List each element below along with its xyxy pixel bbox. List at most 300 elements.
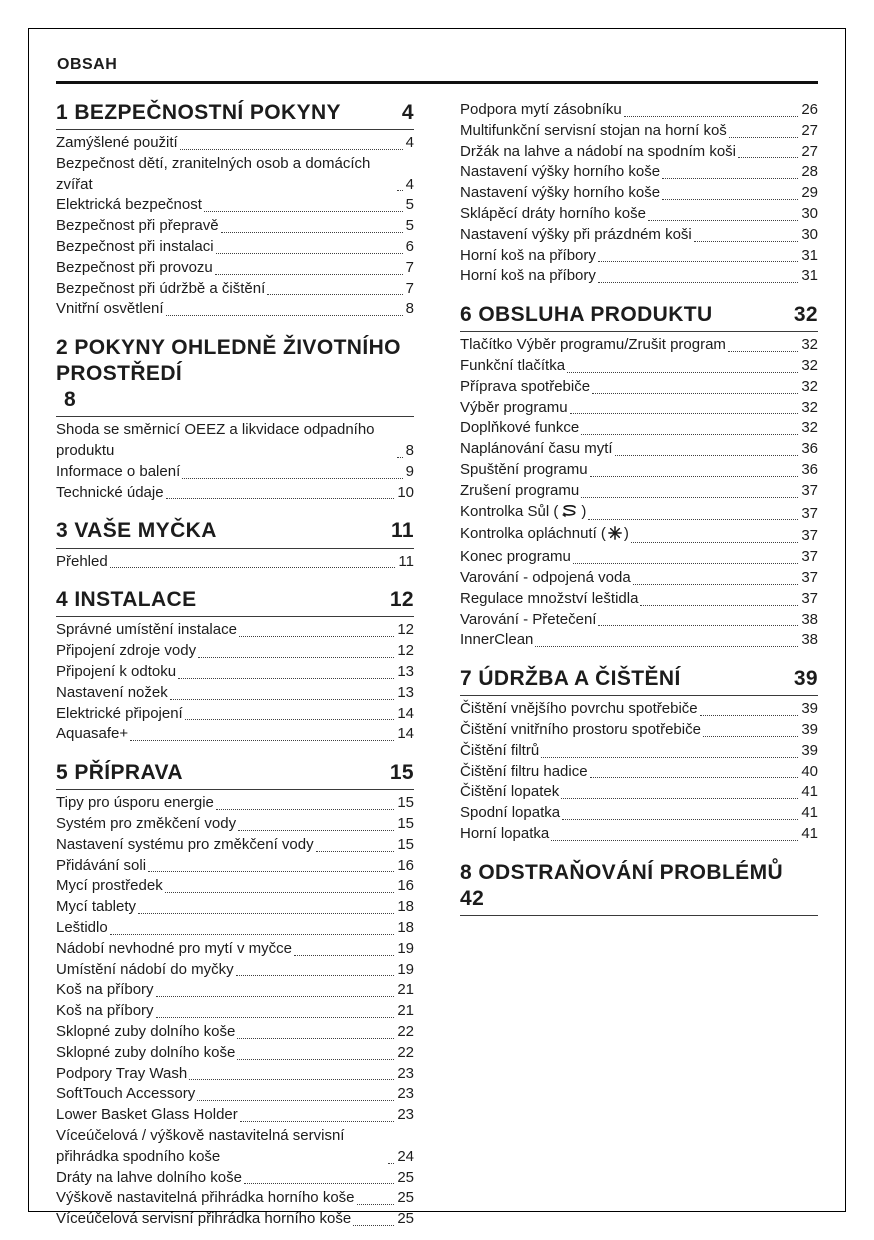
section-title: 2 POKYNY OHLEDNĚ ŽIVOTNÍHO PROSTŘEDÍ: [56, 336, 401, 386]
dotted-leader: [562, 819, 798, 820]
dotted-leader: [166, 498, 395, 499]
entry-label: Aquasafe+: [56, 725, 129, 743]
dotted-leader: [236, 975, 395, 976]
toc-section: [460, 860, 818, 916]
dotted-leader: [238, 830, 394, 831]
section-title: 8 ODSTRAŇOVÁNÍ PROBLÉMŮ: [460, 860, 784, 884]
entry-label: Podpora mytí zásobníku: [460, 101, 622, 118]
entry-page-number: 16: [397, 877, 414, 895]
entry-label: Umístění nádobí do myčky: [56, 960, 234, 978]
toc-entry: [460, 803, 818, 824]
toc-entry: [460, 568, 818, 589]
toc-entry: [56, 133, 414, 154]
entry-label: Čištění filtru hadice: [460, 762, 588, 780]
dotted-leader: [182, 478, 402, 479]
dotted-leader: [648, 220, 798, 221]
dotted-leader: [581, 497, 798, 498]
dotted-leader: [239, 636, 394, 637]
dotted-leader: [156, 996, 395, 997]
toc-entry: [56, 1084, 414, 1105]
toc-entry: [56, 939, 414, 960]
entry-label: Horní koš na příbory: [460, 246, 596, 264]
toc-entry: [56, 1126, 414, 1168]
toc-entry: [56, 1105, 414, 1126]
section-page-number: 4: [401, 101, 414, 124]
toc-entry: [56, 856, 414, 877]
toc-entry: [56, 216, 414, 237]
entry-page-number: 7: [405, 279, 414, 297]
dotted-leader: [110, 934, 395, 935]
entry-label: Příprava spotřebiče: [460, 377, 591, 395]
toc-entry: [460, 335, 818, 356]
entry-page-number: 25: [397, 1210, 414, 1228]
dotted-leader: [357, 1204, 395, 1205]
entry-label: Víceúčelová / výškově nastavitelná servisní přihrádka spodního koše: [56, 1126, 345, 1165]
toc-entry: [56, 462, 414, 483]
entry-page-number: 32: [801, 398, 818, 416]
toc-entry: [460, 824, 818, 845]
entry-page-number: 23: [397, 1064, 414, 1082]
entry-label: Doplňkové funkce: [460, 419, 580, 437]
toc-entry: [56, 237, 414, 258]
entry-label: Kontrolka Sůl ( ): [460, 502, 586, 525]
toc-entry: [460, 589, 818, 610]
entry-page-number: 37: [801, 481, 818, 499]
entry-label: Bezpečnost dětí, zranitelných osob a domácích zvířat: [56, 154, 371, 193]
entry-page-number: 37: [801, 504, 818, 522]
entry-page-number: 13: [397, 683, 414, 701]
dotted-leader: [729, 137, 799, 138]
dotted-leader: [185, 719, 395, 720]
entry-label: Čištění vnitřního prostoru spotřebiče: [460, 720, 701, 738]
toc-entry: [56, 1209, 414, 1230]
toc-entry: [460, 100, 818, 121]
entry-label: Zrušení programu: [460, 481, 580, 499]
toc-entry: [56, 897, 414, 918]
toc-entry: [56, 662, 414, 683]
toc-section: [460, 302, 818, 651]
dotted-leader: [598, 261, 798, 262]
entry-page-number: 22: [397, 1043, 414, 1061]
dotted-leader: [662, 178, 798, 179]
toc-section: [460, 666, 818, 845]
entry-page-number: 31: [801, 267, 818, 285]
dotted-leader: [138, 913, 394, 914]
dotted-leader: [148, 871, 394, 872]
entry-page-number: 9: [405, 462, 414, 480]
toc-column-left: [56, 100, 414, 1230]
dotted-leader: [156, 1017, 395, 1018]
entry-page-number: 16: [397, 856, 414, 874]
entry-label: Tlačítko Výběr programu/Zrušit program: [460, 336, 726, 354]
dotted-leader: [551, 840, 798, 841]
section-title: 1 BEZPEČNOSTNÍ POKYNY: [56, 101, 341, 124]
entry-label: Držák na lahve a nádobí na spodním koši: [460, 142, 736, 160]
dotted-leader: [204, 211, 403, 212]
toc-entry: [460, 762, 818, 783]
toc-entry: [56, 1001, 414, 1022]
entry-label: Elektrické připojení: [56, 704, 183, 722]
toc-entry: [56, 724, 414, 745]
toc-entry: [56, 704, 414, 725]
dotted-leader: [615, 455, 799, 456]
entry-page-number: 6: [405, 238, 414, 256]
dotted-leader: [703, 736, 798, 737]
toc-section: [460, 100, 818, 287]
entry-label: Podpory Tray Wash: [56, 1064, 188, 1082]
entry-label: Lower Basket Glass Holder: [56, 1106, 238, 1124]
dotted-leader: [388, 1163, 394, 1164]
entry-label: Koš na příbory: [56, 981, 154, 999]
entry-label: Varování - odpojená voda: [460, 568, 631, 586]
entry-label: Víceúčelová servisní přihrádka horního koše: [56, 1210, 352, 1228]
entry-page-number: 15: [397, 814, 414, 832]
section-heading: [56, 587, 414, 617]
entry-label: Informace o balení: [56, 462, 181, 480]
dotted-leader: [110, 567, 396, 568]
entry-page-number: 37: [801, 589, 818, 607]
toc-entry: [460, 418, 818, 439]
dotted-leader: [198, 657, 394, 658]
toc-entry: [56, 641, 414, 662]
entry-label: Naplánování času mytí: [460, 440, 613, 458]
toc-entry: [56, 1064, 414, 1085]
dotted-leader: [294, 955, 394, 956]
toc-entry: [56, 918, 414, 939]
toc-entry: [56, 552, 414, 573]
entry-page-number: 39: [801, 700, 818, 718]
toc-entry: [460, 121, 818, 142]
dotted-leader: [598, 625, 798, 626]
toc-section: [56, 760, 414, 1230]
entry-label: Nastavení výšky horního koše: [460, 184, 661, 202]
entry-page-number: 8: [405, 442, 414, 460]
entry-label: Čištění filtrů: [460, 741, 540, 759]
entry-label: Sklopné zuby dolního koše: [56, 1022, 236, 1040]
toc-entry: [56, 960, 414, 981]
dotted-leader: [640, 605, 798, 606]
entry-label: Čištění lopatek: [460, 783, 560, 801]
entry-page-number: 41: [801, 824, 818, 842]
entry-page-number: 37: [801, 548, 818, 566]
entry-page-number: 28: [801, 163, 818, 181]
section-page-number: 11: [391, 519, 414, 543]
toc-entry: [460, 377, 818, 398]
dotted-leader: [216, 253, 403, 254]
entry-label: Konec programu: [460, 548, 571, 566]
toc-entry: [460, 699, 818, 720]
dotted-leader: [633, 584, 799, 585]
entry-page-number: 37: [801, 568, 818, 586]
entry-label: Připojení k odtoku: [56, 662, 177, 680]
entry-page-number: 36: [801, 440, 818, 458]
toc-entry: [460, 502, 818, 525]
dotted-leader: [535, 646, 798, 647]
entry-page-number: 41: [801, 804, 818, 822]
toc-entry: [56, 683, 414, 704]
section-page-number: 8: [64, 388, 77, 412]
entry-page-number: 32: [801, 336, 818, 354]
toc-section: [56, 100, 414, 320]
entry-label: Bezpečnost při přepravě: [56, 217, 219, 235]
entry-page-number: 5: [405, 217, 414, 235]
toc-entry: [460, 204, 818, 225]
entry-label: Bezpečnost při údržbě a čištění: [56, 279, 266, 297]
section-title: 3 VAŠE MYČKA: [56, 519, 217, 543]
entry-page-number: 8: [405, 300, 414, 318]
entry-label: Horní lopatka: [460, 824, 550, 842]
entry-label: Sklopné zuby dolního koše: [56, 1043, 236, 1061]
dotted-leader: [598, 282, 798, 283]
toc-entry: [460, 460, 818, 481]
dotted-leader: [170, 699, 395, 700]
dotted-leader: [165, 892, 395, 893]
entry-page-number: 38: [801, 631, 818, 649]
toc-entry: [460, 142, 818, 163]
entry-page-number: 15: [397, 835, 414, 853]
dotted-leader: [216, 809, 394, 810]
entry-page-number: 13: [397, 662, 414, 680]
entry-page-number: 19: [397, 939, 414, 957]
section-page-number: 39: [793, 667, 818, 691]
toc-entry: [460, 246, 818, 267]
toc-entry: [460, 356, 818, 377]
entry-label: Tipy pro úsporu energie: [56, 794, 214, 812]
dotted-leader: [581, 434, 798, 435]
toc-column-right: [460, 100, 818, 1230]
entry-label: Kontrolka opláchnutí ( ): [460, 524, 629, 547]
section-heading: [460, 860, 818, 916]
entry-label: Připojení zdroje vody: [56, 642, 197, 660]
section-heading: [56, 760, 414, 790]
dotted-leader: [215, 274, 403, 275]
dotted-leader: [353, 1225, 394, 1226]
entry-page-number: 15: [397, 794, 414, 812]
toc-entry: [56, 814, 414, 835]
toc-entry: [56, 299, 414, 320]
entry-page-number: 21: [397, 1002, 414, 1020]
toc-entry: [56, 980, 414, 1001]
entry-label: Technické údaje: [56, 483, 164, 501]
section-heading: [460, 666, 818, 696]
dotted-leader: [237, 1038, 394, 1039]
entry-page-number: 36: [801, 460, 818, 478]
dotted-leader: [624, 116, 799, 117]
dotted-leader: [694, 241, 799, 242]
entry-page-number: 25: [397, 1168, 414, 1186]
dotted-leader: [130, 740, 394, 741]
toc-entry: [56, 279, 414, 300]
entry-label: Mycí prostředek: [56, 877, 163, 895]
toc-entry: [460, 782, 818, 803]
entry-page-number: 12: [397, 642, 414, 660]
toc-entry: [56, 420, 414, 462]
dotted-leader: [189, 1079, 394, 1080]
section-page-number: 42: [460, 886, 485, 910]
entry-page-number: 27: [801, 142, 818, 160]
entry-label: InnerClean: [460, 631, 534, 649]
entry-page-number: 12: [397, 621, 414, 639]
toc-entry: [56, 1043, 414, 1064]
entry-page-number: 4: [405, 175, 414, 193]
dotted-leader: [316, 851, 395, 852]
section-title: 7 ÚDRŽBA A ČIŠTĚNÍ: [460, 667, 681, 691]
dotted-leader: [573, 563, 798, 564]
section-heading: [56, 335, 414, 417]
toc-entry: [460, 481, 818, 502]
entry-page-number: 29: [801, 184, 818, 202]
section-page-number: 15: [389, 761, 414, 785]
section-title: 4 INSTALACE: [56, 588, 197, 612]
section-title: 6 OBSLUHA PRODUKTU: [460, 303, 713, 327]
entry-page-number: 23: [397, 1085, 414, 1103]
toc-entry: [460, 162, 818, 183]
section-heading: [56, 100, 414, 130]
entry-label: Nádobí nevhodné pro mytí v myčce: [56, 939, 292, 957]
toc-entry: [56, 1022, 414, 1043]
entry-page-number: 41: [801, 783, 818, 801]
section-page-number: 32: [793, 303, 818, 327]
entry-label: Bezpečnost při provozu: [56, 258, 213, 276]
entry-page-number: 32: [801, 419, 818, 437]
entry-page-number: 25: [397, 1189, 414, 1207]
entry-page-number: 31: [801, 246, 818, 264]
dotted-leader: [221, 232, 403, 233]
dotted-leader: [240, 1121, 395, 1122]
dotted-leader: [738, 157, 798, 158]
dotted-leader: [166, 315, 403, 316]
entry-label: Čištění vnějšího povrchu spotřebiče: [460, 700, 698, 718]
entry-page-number: 21: [397, 981, 414, 999]
entry-label: Systém pro změkčení vody: [56, 814, 237, 832]
toc-entry: [460, 741, 818, 762]
dotted-leader: [662, 199, 798, 200]
toc-section: [56, 335, 414, 503]
toc-entry: [460, 610, 818, 631]
dotted-leader: [631, 542, 798, 543]
entry-page-number: 11: [398, 552, 414, 570]
dotted-leader: [237, 1059, 394, 1060]
dotted-leader: [244, 1183, 394, 1184]
entry-label: Shoda se směrnicí OEEZ a likvidace odpadního produktu: [56, 421, 375, 460]
dotted-leader: [590, 777, 799, 778]
entry-page-number: 23: [397, 1106, 414, 1124]
entry-page-number: 37: [801, 527, 818, 545]
toc-entry: [56, 793, 414, 814]
dotted-leader: [561, 798, 798, 799]
toc-entry: [460, 547, 818, 568]
entry-label: Koš na příbory: [56, 1002, 154, 1020]
entry-label: Sklápěcí dráty horního koše: [460, 204, 646, 222]
dotted-leader: [728, 351, 798, 352]
salt-indicator-icon: [560, 504, 579, 525]
dotted-leader: [541, 757, 798, 758]
toc-entry: [460, 225, 818, 246]
toc-entry: [56, 154, 414, 196]
entry-label: Spuštění programu: [460, 460, 588, 478]
page-title: OBSAH: [56, 54, 818, 84]
entry-page-number: 19: [397, 960, 414, 978]
entry-page-number: 27: [801, 121, 818, 139]
entry-page-number: 18: [397, 918, 414, 936]
page-border-frame: [28, 28, 846, 1228]
toc-entry: [460, 524, 818, 547]
entry-label: Nastavení výšky horního koše: [460, 163, 661, 181]
entry-page-number: 18: [397, 898, 414, 916]
toc-entry: [460, 720, 818, 741]
entry-page-number: 5: [405, 196, 414, 214]
entry-label: Varování - Přetečení: [460, 610, 597, 628]
toc-entry: [56, 258, 414, 279]
entry-label: SoftTouch Accessory: [56, 1085, 196, 1103]
entry-label: Mycí tablety: [56, 898, 137, 916]
entry-label: Elektrická bezpečnost: [56, 196, 202, 214]
section-heading: [460, 302, 818, 332]
dotted-leader: [592, 393, 798, 394]
entry-page-number: 40: [801, 762, 818, 780]
entry-label: Nastavení nožek: [56, 683, 168, 701]
toc-entry: [56, 1188, 414, 1209]
dotted-leader: [267, 294, 402, 295]
entry-page-number: 30: [801, 204, 818, 222]
entry-page-number: 26: [801, 101, 818, 118]
entry-label: Dráty na lahve dolního koše: [56, 1168, 242, 1186]
entry-page-number: 4: [405, 134, 414, 152]
contents-header: [56, 54, 818, 84]
entry-label: Funkční tlačítka: [460, 357, 566, 374]
entry-label: Přehled: [56, 552, 108, 570]
entry-label: Spodní lopatka: [460, 804, 561, 822]
entry-label: Regulace množství leštidla: [460, 589, 639, 607]
toc-section: [56, 518, 414, 572]
dotted-leader: [570, 413, 799, 414]
entry-label: Leštidlo: [56, 918, 108, 936]
entry-page-number: 38: [801, 610, 818, 628]
entry-page-number: 32: [801, 377, 818, 395]
entry-label: Zamýšlené použití: [56, 134, 178, 152]
toc-section: [56, 587, 414, 745]
rinse-aid-indicator-icon: [608, 526, 622, 547]
dotted-leader: [397, 190, 403, 191]
toc-entry: [460, 398, 818, 419]
dotted-leader: [590, 476, 799, 477]
toc-entry: [56, 195, 414, 216]
entry-label: Nastavení systému pro změkčení vody: [56, 835, 314, 853]
toc-entry: [56, 1168, 414, 1189]
entry-label: Vnitřní osvětlení: [56, 300, 164, 318]
dotted-leader: [197, 1100, 394, 1101]
toc-entry: [460, 183, 818, 204]
dotted-leader: [178, 678, 394, 679]
entry-page-number: 39: [801, 720, 818, 738]
toc-entry: [56, 835, 414, 856]
entry-page-number: 10: [397, 483, 414, 501]
entry-page-number: 22: [397, 1022, 414, 1040]
dotted-leader: [567, 372, 798, 373]
entry-page-number: 30: [801, 225, 818, 243]
toc-entry: [56, 876, 414, 897]
dotted-leader: [588, 519, 798, 520]
entry-label: Nastavení výšky při prázdném koši: [460, 225, 692, 243]
section-heading: [56, 518, 414, 548]
dotted-leader: [180, 149, 403, 150]
toc-entry: [56, 620, 414, 641]
entry-label: Bezpečnost při instalaci: [56, 238, 214, 256]
entry-page-number: 14: [397, 704, 414, 722]
entry-page-number: 39: [801, 741, 818, 759]
entry-page-number: 32: [801, 357, 818, 374]
entry-page-number: 14: [397, 725, 414, 743]
